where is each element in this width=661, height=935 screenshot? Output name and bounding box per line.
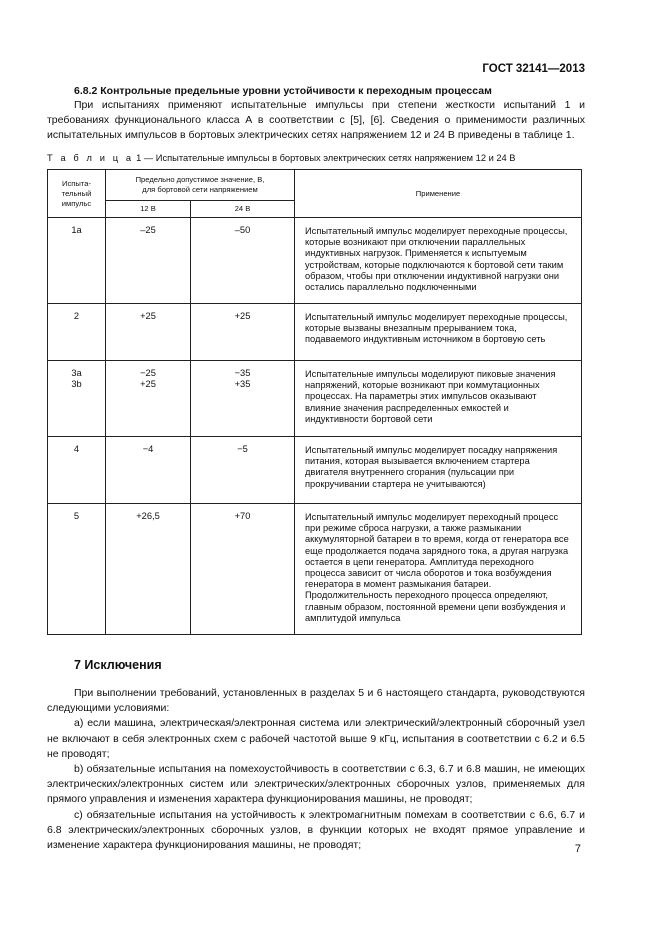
section-6-8-2-title: 6.8.2 Контрольные предельные уровни устойчивости к переходным процессам bbox=[74, 85, 492, 97]
section-6-8-2-text: При испытаниях применяют испытательные импульсы при степени жесткости испытаний 1 и требованиях функционального класса А в соответствии с [5], [6]. Сведения о применимости различных испытательных импульсов в бортовых электрических сетях напряжением 12 и 24 В приведены в таблице 1. bbox=[47, 99, 585, 141]
value-24v-cell: –50 bbox=[191, 218, 295, 304]
value-12v-cell: +25 bbox=[106, 304, 191, 361]
application-cell: Испытательный импульс моделирует переходный процесс при режиме сброса нагрузки, а также размыкании аккумуляторной батареи в то время, когда от генератора все еще продолжается подача зарядного тока, а другая нагрузка остается в цепи генератора. Амплитуда переходного процесса зависит от числа оборотов и тока возбуждения генератора в момент размыкания батареи. Продолжительность переходного процесса определяют, главным образом, постоянной времени цепи возбуждения и амплитудой импульса bbox=[295, 504, 582, 635]
application-cell: Испытательный импульс моделирует посадку напряжения питания, которая вызывается включением стартера двигателя внутреннего сгорания (пульсации при прокручивании стартера не учитываются) bbox=[295, 437, 582, 504]
pulse-cell: 1a bbox=[48, 218, 106, 304]
table-row bbox=[48, 504, 582, 635]
value-12v-cell: −4 bbox=[106, 437, 191, 504]
section-7-item-b: b) обязательные испытания на помехоустойчивость в соответствии с 6.3, 6.7 и 6.8 машин, не имеющих электрических/электронных систем или электрических/электронных сборочных узлов, применяемых для прямого управления и изменения характера функционирования машины, не проводят; bbox=[47, 763, 585, 806]
value-24v-cell: +70 bbox=[191, 504, 295, 635]
pulse-cell: 3a 3b bbox=[48, 361, 106, 437]
value-12v-cell: +26,5 bbox=[106, 504, 191, 635]
header-application: Применение bbox=[295, 170, 582, 218]
section-7-body bbox=[47, 686, 585, 853]
header-pulse: Испыта- тельный импульс bbox=[48, 170, 106, 218]
page-number: 7 bbox=[574, 843, 581, 855]
section-7-paragraph: При выполнении требований, установленных в разделах 5 и 6 настоящего стандарта, руководствуются следующими условиями: bbox=[47, 687, 585, 715]
value-12v-cell: –25 bbox=[106, 218, 191, 304]
section-7-item-a: а) если машина, электрическая/электронная система или электрический/электронный сборочный узел не включают в себя электронных схем с рабочей частотой выше 9 кГц, испытания в соответствии с 6.2 и 6.5 не проводят; bbox=[47, 717, 585, 760]
pulse-cell: 2 bbox=[48, 304, 106, 361]
pulse-cell: 5 bbox=[48, 504, 106, 635]
application-cell: Испытательный импульс моделирует переходные процессы, которые возникают при отключении параллельных индуктивных нагрузок. Применяется к испытуемым устройствам, которые подключаются к бортовой сети таким образом, чтобы при отключении индуктивной нагрузки они остались параллельно подключенными bbox=[295, 218, 582, 304]
table-row bbox=[48, 437, 582, 504]
table-caption bbox=[47, 153, 515, 163]
value-12v-cell: −25 +25 bbox=[106, 361, 191, 437]
value-24v-cell: +25 bbox=[191, 304, 295, 361]
table-row bbox=[48, 304, 582, 361]
value-24v-cell: −35 +35 bbox=[191, 361, 295, 437]
table-row bbox=[48, 218, 582, 304]
value-24v-cell: −5 bbox=[191, 437, 295, 504]
section-7-title: 7 Исключения bbox=[74, 658, 162, 672]
pulse-table bbox=[47, 169, 582, 635]
pulse-cell: 4 bbox=[48, 437, 106, 504]
table-row bbox=[48, 361, 582, 437]
header-voltage: Предельно допустимое значение, В, для бортовой сети напряжением bbox=[106, 170, 295, 201]
application-cell: Испытательные импульсы моделируют пиковые значения напряжений, которые возникают при коммутационных процессах. На параметры этих импульсов оказывают влияние значения распределенных емкостей и индуктивности бортовой сети bbox=[295, 361, 582, 437]
table-caption-label: Т а б л и ц а bbox=[47, 153, 134, 163]
standard-header: ГОСТ 32141—2013 bbox=[482, 63, 585, 75]
application-cell: Испытательный импульс моделирует переходные процессы, которые вызваны внезапным прерыванием тока, подаваемого индуктивным источником в бортовую сеть bbox=[295, 304, 582, 361]
table-caption-text: 1 — Испытательные импульсы в бортовых электрических сетях напряжением 12 и 24 В bbox=[133, 153, 516, 163]
section-7-item-c: с) обязательные испытания на устойчивость к электромагнитным помехам в соответствии с 6.6, 6.7 и 6.8 электрических/электронных сборочных узлов, в функции которых не входят прямое управление и изменение характера функционирования машины, не проводят; bbox=[47, 808, 585, 852]
header-24v: 24 В bbox=[191, 201, 295, 218]
header-12v: 12 В bbox=[106, 201, 191, 218]
